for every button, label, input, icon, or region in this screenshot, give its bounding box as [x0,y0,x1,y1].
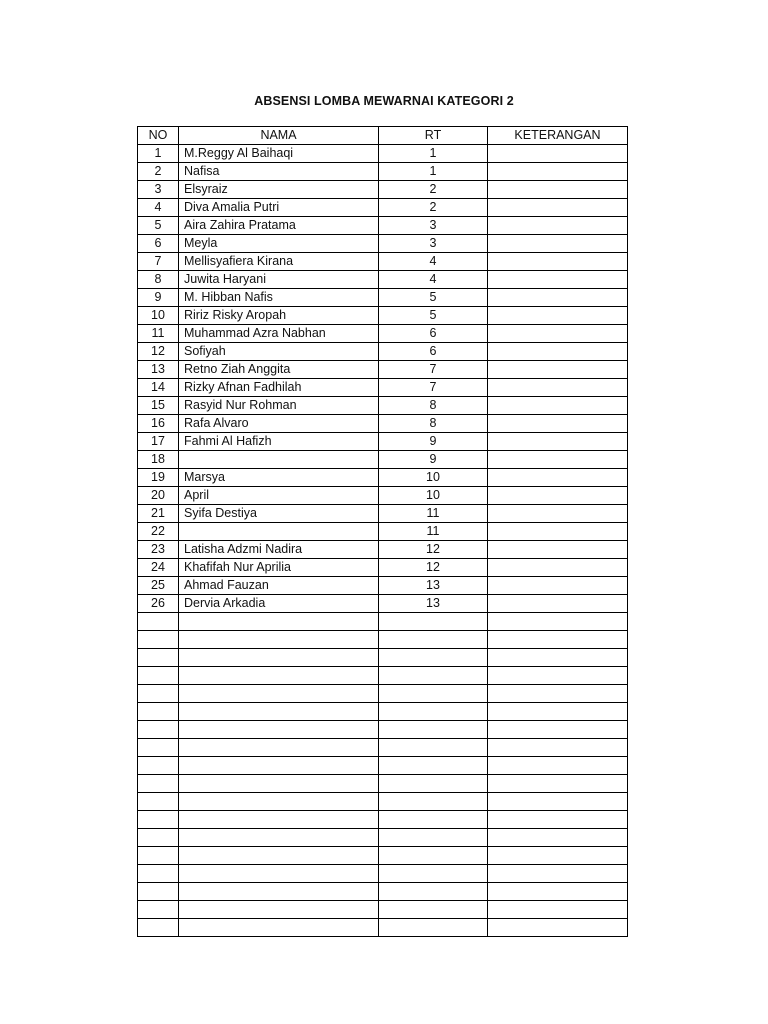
table-row [138,271,628,289]
cell-no: 8 [138,271,179,289]
cell-no: 17 [138,433,179,451]
table-row [138,361,628,379]
table-row [138,235,628,253]
cell-no: 16 [138,415,179,433]
table-row [138,469,628,487]
cell-rt [379,847,488,865]
cell-no [138,829,179,847]
cell-rt: 11 [379,523,488,541]
cell-nama [179,901,379,919]
cell-no: 19 [138,469,179,487]
cell-rt [379,865,488,883]
cell-keterangan [488,865,628,883]
cell-keterangan [488,703,628,721]
cell-rt: 1 [379,145,488,163]
cell-no [138,919,179,937]
cell-no: 5 [138,217,179,235]
cell-keterangan [488,289,628,307]
cell-keterangan [488,163,628,181]
cell-no [138,613,179,631]
table-row [138,739,628,757]
cell-rt: 4 [379,253,488,271]
cell-no [138,685,179,703]
cell-rt [379,901,488,919]
cell-rt: 7 [379,361,488,379]
cell-keterangan [488,649,628,667]
cell-nama [179,757,379,775]
cell-no: 13 [138,361,179,379]
cell-keterangan [488,631,628,649]
cell-nama: Retno Ziah Anggita [179,361,379,379]
cell-rt: 8 [379,415,488,433]
cell-no: 1 [138,145,179,163]
cell-nama: Sofiyah [179,343,379,361]
cell-rt [379,919,488,937]
cell-keterangan [488,415,628,433]
cell-no: 26 [138,595,179,613]
cell-rt: 13 [379,595,488,613]
table-row [138,253,628,271]
cell-keterangan [488,595,628,613]
cell-keterangan [488,343,628,361]
header-no: NO [138,127,179,145]
cell-no: 20 [138,487,179,505]
cell-nama: Ahmad Fauzan [179,577,379,595]
cell-no [138,793,179,811]
cell-nama: Syifa Destiya [179,505,379,523]
cell-rt [379,649,488,667]
cell-no: 7 [138,253,179,271]
cell-rt: 12 [379,559,488,577]
cell-keterangan [488,721,628,739]
cell-nama: April [179,487,379,505]
cell-keterangan [488,685,628,703]
table-row [138,865,628,883]
cell-keterangan [488,325,628,343]
cell-rt: 11 [379,505,488,523]
table-row [138,145,628,163]
table-row [138,487,628,505]
table-row [138,415,628,433]
table-row [138,919,628,937]
table-row [138,811,628,829]
table-row [138,685,628,703]
cell-nama: Dervia Arkadia [179,595,379,613]
cell-nama: Diva Amalia Putri [179,199,379,217]
table-row [138,703,628,721]
table-row [138,163,628,181]
table-row [138,793,628,811]
cell-nama [179,865,379,883]
cell-nama: Rafa Alvaro [179,415,379,433]
cell-no: 25 [138,577,179,595]
cell-keterangan [488,505,628,523]
cell-nama: Marsya [179,469,379,487]
cell-keterangan [488,829,628,847]
cell-nama [179,685,379,703]
cell-rt [379,739,488,757]
cell-rt: 10 [379,487,488,505]
cell-no: 24 [138,559,179,577]
cell-keterangan [488,433,628,451]
table-row [138,721,628,739]
cell-nama: Fahmi Al Hafizh [179,433,379,451]
cell-rt: 4 [379,271,488,289]
cell-rt: 5 [379,289,488,307]
cell-rt: 10 [379,469,488,487]
cell-keterangan [488,253,628,271]
attendance-table [137,126,628,937]
cell-no [138,649,179,667]
cell-no: 12 [138,343,179,361]
table-row [138,325,628,343]
header-rt: RT [379,127,488,145]
cell-rt: 2 [379,181,488,199]
cell-keterangan [488,541,628,559]
cell-no [138,739,179,757]
cell-no [138,721,179,739]
cell-rt: 3 [379,235,488,253]
cell-no: 9 [138,289,179,307]
table-row [138,307,628,325]
table-body [138,145,628,937]
table-row [138,397,628,415]
cell-keterangan [488,667,628,685]
cell-keterangan [488,919,628,937]
cell-keterangan [488,793,628,811]
cell-nama: Juwita Haryani [179,271,379,289]
cell-nama: Meyla [179,235,379,253]
cell-nama [179,775,379,793]
cell-keterangan [488,307,628,325]
cell-rt: 6 [379,343,488,361]
cell-keterangan [488,451,628,469]
table-row [138,289,628,307]
cell-keterangan [488,487,628,505]
cell-nama: Rasyid Nur Rohman [179,397,379,415]
cell-nama [179,739,379,757]
cell-rt: 5 [379,307,488,325]
cell-nama [179,793,379,811]
table-row [138,181,628,199]
cell-nama [179,847,379,865]
cell-rt [379,811,488,829]
cell-keterangan [488,883,628,901]
cell-rt: 9 [379,451,488,469]
table-row [138,379,628,397]
table-row [138,541,628,559]
cell-keterangan [488,901,628,919]
cell-rt: 7 [379,379,488,397]
table-row [138,775,628,793]
cell-rt [379,793,488,811]
cell-nama: Aira Zahira Pratama [179,217,379,235]
document-title: ABSENSI LOMBA MEWARNAI KATEGORI 2 [254,94,514,108]
cell-no: 23 [138,541,179,559]
table-row [138,595,628,613]
cell-rt [379,631,488,649]
cell-no [138,631,179,649]
cell-keterangan [488,757,628,775]
cell-rt [379,883,488,901]
table-row [138,523,628,541]
cell-nama [179,883,379,901]
cell-rt: 1 [379,163,488,181]
cell-no: 21 [138,505,179,523]
table-row [138,343,628,361]
cell-nama: Elsyraiz [179,181,379,199]
cell-keterangan [488,775,628,793]
cell-nama: M. Hibban Nafis [179,289,379,307]
cell-keterangan [488,559,628,577]
cell-no [138,757,179,775]
cell-rt [379,775,488,793]
table-row [138,451,628,469]
cell-nama [179,919,379,937]
cell-nama [179,811,379,829]
cell-no: 4 [138,199,179,217]
cell-nama [179,649,379,667]
cell-no: 2 [138,163,179,181]
cell-keterangan [488,397,628,415]
cell-keterangan [488,145,628,163]
cell-rt: 2 [379,199,488,217]
cell-no: 18 [138,451,179,469]
cell-no: 22 [138,523,179,541]
cell-rt [379,613,488,631]
cell-nama: Muhammad Azra Nabhan [179,325,379,343]
table-row [138,559,628,577]
table-row [138,433,628,451]
cell-no [138,811,179,829]
cell-keterangan [488,577,628,595]
table-row [138,829,628,847]
cell-keterangan [488,361,628,379]
cell-no [138,901,179,919]
cell-nama: M.Reggy Al Baihaqi [179,145,379,163]
cell-rt: 12 [379,541,488,559]
table-row [138,757,628,775]
cell-rt [379,685,488,703]
cell-keterangan [488,613,628,631]
cell-rt: 3 [379,217,488,235]
cell-no: 6 [138,235,179,253]
table-row [138,505,628,523]
cell-no: 15 [138,397,179,415]
cell-rt [379,829,488,847]
table-row [138,199,628,217]
cell-keterangan [488,181,628,199]
cell-rt: 13 [379,577,488,595]
cell-nama: Mellisyafiera Kirana [179,253,379,271]
cell-nama [179,613,379,631]
cell-nama [179,829,379,847]
cell-keterangan [488,235,628,253]
cell-nama [179,523,379,541]
cell-keterangan [488,379,628,397]
cell-no: 14 [138,379,179,397]
cell-nama [179,721,379,739]
cell-rt [379,721,488,739]
table-row [138,217,628,235]
cell-nama [179,631,379,649]
table-row [138,901,628,919]
cell-nama [179,451,379,469]
cell-nama: Khafifah Nur Aprilia [179,559,379,577]
cell-nama: Rizky Afnan Fadhilah [179,379,379,397]
cell-keterangan [488,847,628,865]
cell-no [138,703,179,721]
cell-rt: 8 [379,397,488,415]
cell-no [138,775,179,793]
cell-rt [379,757,488,775]
table-row [138,847,628,865]
cell-keterangan [488,271,628,289]
cell-rt [379,703,488,721]
cell-nama [179,703,379,721]
cell-keterangan [488,523,628,541]
cell-rt: 6 [379,325,488,343]
table-row [138,667,628,685]
table-row [138,631,628,649]
table-header-row [138,127,628,145]
cell-nama: Nafisa [179,163,379,181]
cell-nama [179,667,379,685]
cell-keterangan [488,811,628,829]
table-row [138,649,628,667]
cell-keterangan [488,469,628,487]
cell-no: 10 [138,307,179,325]
cell-no [138,865,179,883]
cell-no: 11 [138,325,179,343]
table-row [138,883,628,901]
cell-no [138,883,179,901]
cell-rt [379,667,488,685]
cell-nama: Latisha Adzmi Nadira [179,541,379,559]
cell-keterangan [488,217,628,235]
cell-keterangan [488,739,628,757]
header-keterangan: KETERANGAN [488,127,628,145]
table-row [138,613,628,631]
cell-rt: 9 [379,433,488,451]
cell-keterangan [488,199,628,217]
cell-no: 3 [138,181,179,199]
table-row [138,577,628,595]
cell-no [138,667,179,685]
cell-no [138,847,179,865]
cell-nama: Ririz Risky Aropah [179,307,379,325]
header-nama: NAMA [179,127,379,145]
